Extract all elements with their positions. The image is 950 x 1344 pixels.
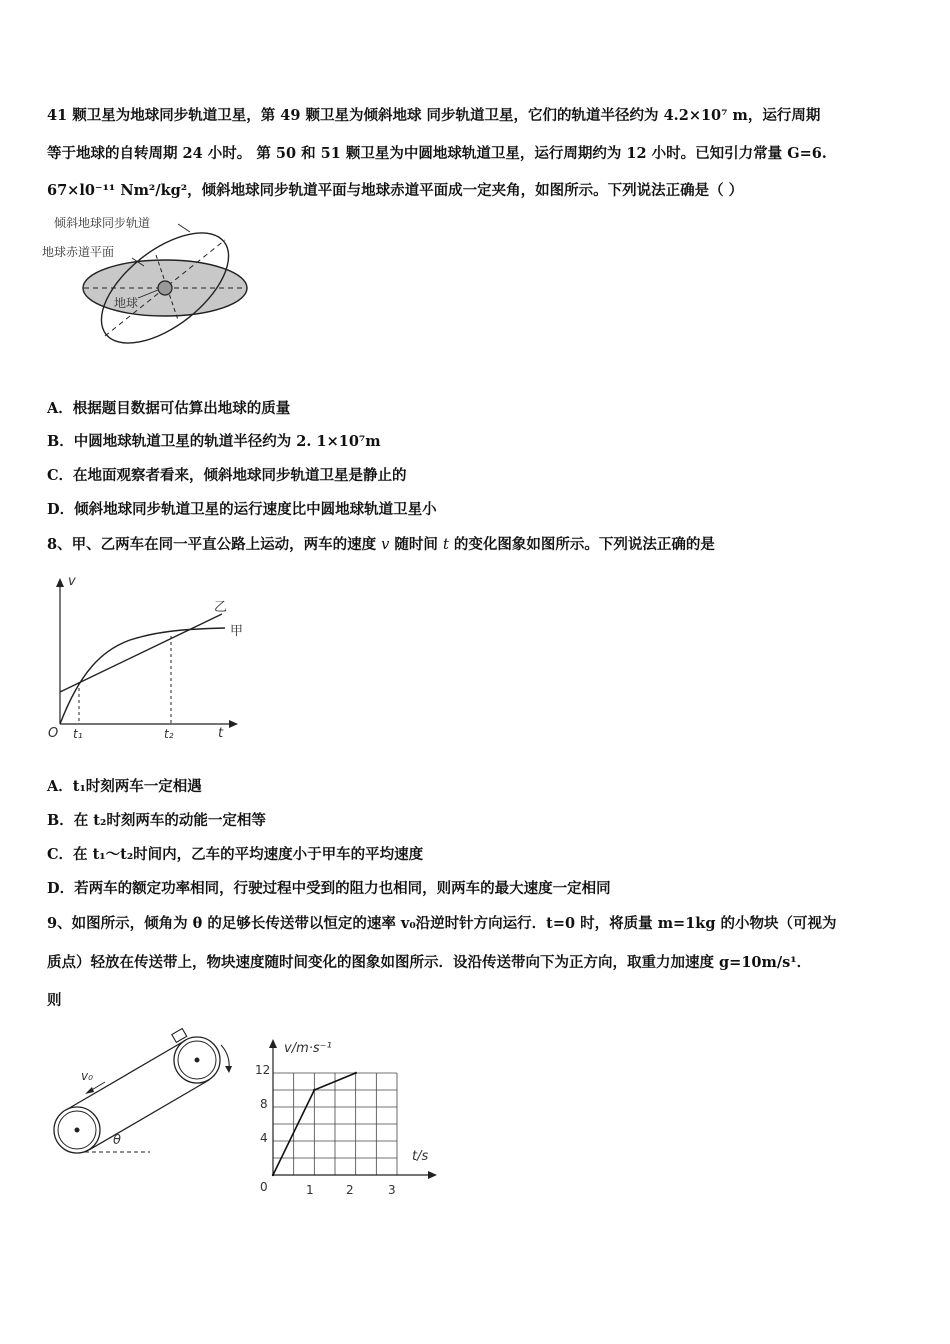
chart-ytick-12: 12 xyxy=(255,1063,271,1077)
graph-curve-yi-label: 乙 xyxy=(214,600,228,615)
chart-data-point xyxy=(313,1089,315,1091)
label-tilted-orbit: 倾斜地球同步轨道 xyxy=(54,216,151,230)
q8-option-a: A．t₁时刻两车一定相遇 xyxy=(47,778,202,795)
q9-chart-svg xyxy=(248,1035,448,1205)
rotation-arrow xyxy=(221,1045,229,1069)
rotation-arrow-head xyxy=(225,1066,232,1073)
q7-option-b: B．中圆地球轨道卫星的轨道半径约为 2. 1×10⁷m xyxy=(47,433,381,450)
vt-graph-q8 xyxy=(40,572,260,752)
graph-t1: t₁ xyxy=(73,727,83,741)
q7-stem-line-3: 67×l0⁻¹¹ Nm²/kg²，倾斜地球同步轨道平面与地球赤道平面成一定夹角，如图所示。下列说法正确是（ ） xyxy=(47,182,744,199)
earth-circle xyxy=(158,281,172,295)
q9-stem-line-1: 9、如图所示，倾角为 θ 的足够长传送带以恒定的速率 v₀沿逆时针方向运行．t=0 时，将质量 m=1kg 的小物块（可视为 xyxy=(47,915,837,932)
q7-stem-line-2: 等于地球的自转周期 24 小时。 第 50 和 51 颗卫星为中圆地球轨道卫星，运行周期约为 12 小时。已知引力常量 G=6. xyxy=(47,145,827,162)
label-earth: 地球 xyxy=(114,296,139,310)
orbit-figure xyxy=(40,210,270,360)
chart-x-arrow xyxy=(428,1171,437,1179)
graph-x-label: t xyxy=(218,726,224,741)
q7-option-c: C．在地面观察者看来，倾斜地球同步轨道卫星是静止的 xyxy=(47,467,407,484)
chart-data-point xyxy=(272,1174,274,1176)
chart-data-point xyxy=(354,1072,356,1074)
graph-origin: O xyxy=(48,726,59,741)
chart-y-label: v/m·s⁻¹ xyxy=(284,1041,332,1056)
q8-stem xyxy=(47,533,715,554)
x-axis-arrow xyxy=(229,720,238,728)
chart-y-arrow xyxy=(269,1039,277,1048)
theta-label: θ xyxy=(113,1133,121,1148)
vt-chart-q9 xyxy=(248,1035,448,1205)
graph-y-label: v xyxy=(68,574,76,589)
lower-pulley-axle xyxy=(75,1128,80,1133)
q8-option-b: B．在 t₂时刻两车的动能一定相等 xyxy=(47,812,266,829)
graph-curve-jia-label: 甲 xyxy=(230,624,244,639)
q8-stem-t: t xyxy=(442,537,449,553)
chart-xtick-3: 3 xyxy=(388,1183,396,1197)
q7-option-d: D．倾斜地球同步轨道卫星的运行速度比中圆地球轨道卫星小 xyxy=(47,501,437,518)
v0-label: v₀ xyxy=(81,1069,93,1083)
q8-option-d: D．若两车的额定功率相同，行驶过程中受到的阻力也相同，则两车的最大速度一定相同 xyxy=(47,880,611,897)
conveyor-belt-figure xyxy=(45,1025,240,1160)
chart-x-label: t/s xyxy=(412,1149,429,1164)
upper-pulley-axle xyxy=(195,1058,200,1063)
q8-stem-v: v xyxy=(381,537,390,553)
q7-option-a: A．根据题目数据可估算出地球的质量 xyxy=(47,400,291,417)
chart-xtick-2: 2 xyxy=(346,1183,354,1197)
q7-stem-line-1: 41 颗卫星为地球同步轨道卫星，第 49 颗卫星为倾斜地球 同步轨道卫星，它们的轨道半径约为 4.2×10⁷ m，运行周期 xyxy=(47,107,821,124)
q9-stem-line-2: 质点）轻放在传送带上，物块速度随时间变化的图象如图所示．设沿传送带向下为正方向，取重力加速度 g=10m/s¹． xyxy=(47,954,812,971)
graph-t2: t₂ xyxy=(164,727,174,741)
orbit-diagram xyxy=(40,210,270,360)
belt-svg xyxy=(45,1025,240,1160)
q9-stem-line-3: 则 xyxy=(47,992,62,1009)
chart-ytick-4: 4 xyxy=(260,1131,268,1145)
label-equator-plane: 地球赤道平面 xyxy=(42,245,115,259)
v0-arrow-head xyxy=(85,1087,94,1094)
belt-bottom xyxy=(89,1080,209,1150)
curve-jia xyxy=(60,628,225,724)
chart-ytick-8: 8 xyxy=(260,1097,268,1111)
y-axis-arrow xyxy=(56,578,64,587)
chart-xtick-1: 1 xyxy=(306,1183,314,1197)
q8-stem-part-a: 8、甲、乙两车在同一平直公路上运动，两车的速度 xyxy=(47,536,382,553)
chart-origin-0: 0 xyxy=(260,1180,268,1194)
q8-stem-part-b: 随时间 xyxy=(389,536,443,553)
q8-stem-part-c: 的变化图象如图所示。下列说法正确的是 xyxy=(448,536,715,553)
q8-option-c: C．在 t₁～t₂时间内，乙车的平均速度小于甲车的平均速度 xyxy=(47,846,424,863)
curve-yi xyxy=(60,614,222,692)
pointer-tilted xyxy=(178,224,190,232)
